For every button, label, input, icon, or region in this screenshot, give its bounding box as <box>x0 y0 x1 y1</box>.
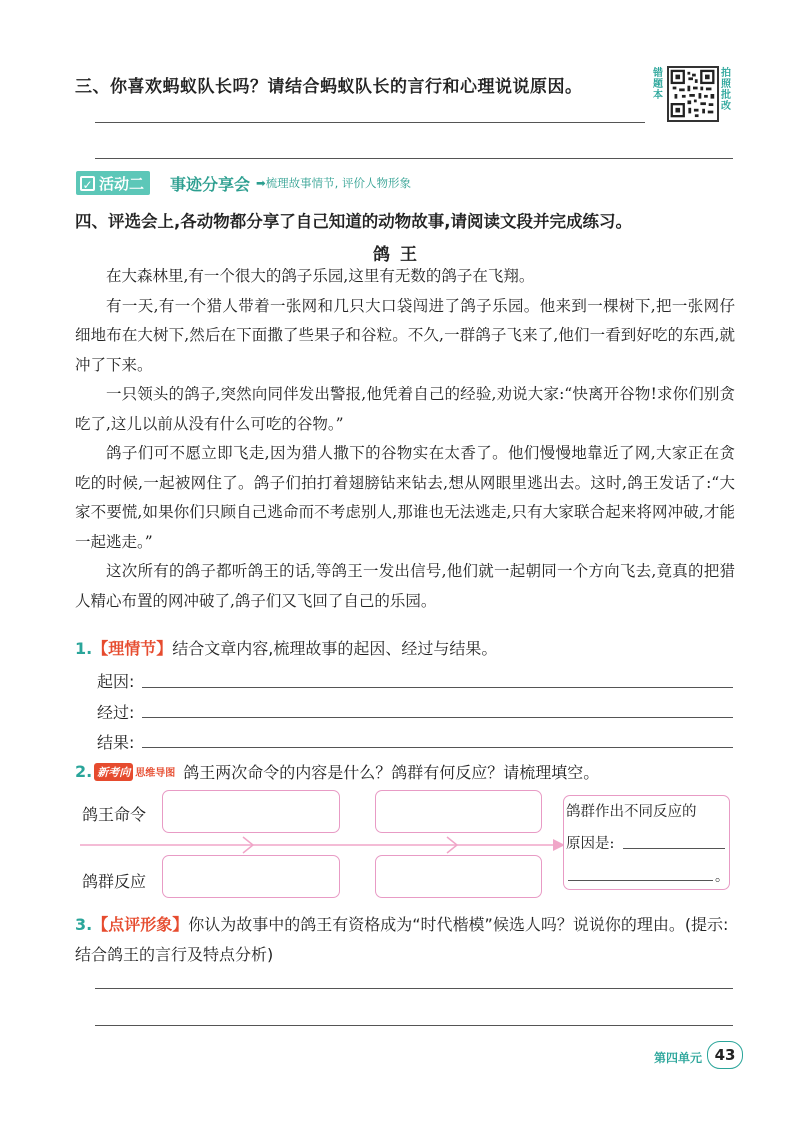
process-answer-line[interactable] <box>142 717 733 718</box>
reaction-box-1[interactable] <box>162 855 340 898</box>
subquestion-1 <box>75 636 497 659</box>
reason-answer-line[interactable] <box>623 848 725 849</box>
reason-answer-line[interactable] <box>568 880 713 881</box>
subquestion-3 <box>75 910 735 970</box>
unit-label: 第四单元 <box>654 1051 703 1065</box>
story-paragraph: 一只领头的鸽子,突然向同伴发出警报,他凭着自己的经验,劝说大家:“快离开谷物!求你们别贪吃了,这儿以前从没有什么可吃的谷物。” <box>75 385 735 433</box>
subquestion-number: 1. <box>75 639 93 658</box>
qr-left-label: 错题本 <box>653 68 663 101</box>
story-paragraph: 鸽子们可不愿立即飞走,因为猎人撒下的谷物实在太香了。他们慢慢地靠近了网,大家正在贪吃的时候,一起被网住了。鸽子们拍打着翅膀钻来钻去,想从网眼里逃出去。这时,鸽王发话了:“大家不要慌,如果你们只顾自己逃命而不考虑别人,那谁也无法逃走,只有大家联合起来将网冲破,才能一起逃走。” <box>75 444 735 551</box>
activity-badge <box>76 171 150 195</box>
command-box-1[interactable] <box>162 790 340 833</box>
activity-badge-label: 活动二 <box>99 174 145 193</box>
command-box-2[interactable] <box>375 790 542 833</box>
result-label: 结果: <box>97 733 135 752</box>
story-paragraph: 这次所有的鸽子都听鸽王的话,等鸽王一发出信号,他们就一起朝同一个方向飞去,竟真的把猎人精心布置的网冲破了,鸽子们又飞回了自己的乐园。 <box>75 562 735 610</box>
process-label: 经过: <box>97 703 135 722</box>
activity-title: 事迹分享会 <box>170 175 251 194</box>
story-paragraph: 在大森林里,有一个很大的鸽子乐园,这里有无数的鸽子在飞翔。 <box>106 267 535 285</box>
badge-part: 思维导图 <box>135 768 176 779</box>
subquestion-tag: 【理情节】 <box>92 639 173 658</box>
answer-line[interactable] <box>95 1025 733 1026</box>
result-answer-line[interactable] <box>142 747 733 748</box>
subquestion-2 <box>75 760 599 783</box>
row-label-command: 鸽王命令 <box>82 805 147 824</box>
subquestion-text: 你认为故事中的鸽王有资格成为“时代楷模”候选人吗？说说你的理由。(提示:结合鸽王的言行及特点分析) <box>75 915 729 964</box>
row-label-reaction: 鸽群反应 <box>82 872 147 891</box>
qr-right-label: 拍照批改 <box>721 68 731 112</box>
answer-line[interactable] <box>95 158 733 159</box>
reason-period: 。 <box>715 869 729 885</box>
checkbox-icon: ✓ <box>80 176 95 191</box>
page-number: 43 <box>707 1041 743 1069</box>
qr-code-icon[interactable] <box>667 66 719 122</box>
cause-answer-line[interactable] <box>142 687 733 688</box>
story-title: 鸽王 <box>373 245 427 265</box>
subquestion-number: 2. <box>75 762 93 781</box>
cause-label: 起因: <box>97 672 135 691</box>
reason-line: 原因是: <box>566 836 615 852</box>
question-3: 三、你喜欢蚂蚁队长吗？请结合蚂蚁队长的言行和心理说说原因。 <box>75 77 583 97</box>
new-direction-badge <box>94 763 175 781</box>
subquestion-number: 3. <box>75 915 93 934</box>
question-4: 四、评选会上,各动物都分享了自己知道的动物故事,请阅读文段并完成练习。 <box>75 212 633 231</box>
reason-text <box>566 796 697 860</box>
subquestion-text: 结合文章内容,梳理故事的起因、经过与结果。 <box>172 639 498 658</box>
reason-line: 鸽群作出不同反应的 <box>566 804 697 820</box>
subquestion-tag: 【点评形象】 <box>92 915 189 934</box>
activity-subtitle: ➡梳理故事情节, 评价人物形象 <box>256 176 411 190</box>
reaction-box-2[interactable] <box>375 855 542 898</box>
story-passage <box>75 262 735 616</box>
badge-part: 新考向 <box>94 763 133 781</box>
story-paragraph: 有一天,有一个猎人带着一张网和几只大口袋闯进了鸽子乐园。他来到一棵树下,把一张网仔细地布在大树下,然后在下面撒了些果子和谷粒。不久,一群鸽子飞来了,他们一看到好吃的东西,就冲了下来。 <box>75 296 735 374</box>
answer-line[interactable] <box>95 988 733 989</box>
subquestion-text: 鸽王两次命令的内容是什么？鸽群有何反应？请梳理填空。 <box>183 763 600 782</box>
qr-block <box>653 66 733 126</box>
answer-line[interactable] <box>95 122 645 123</box>
